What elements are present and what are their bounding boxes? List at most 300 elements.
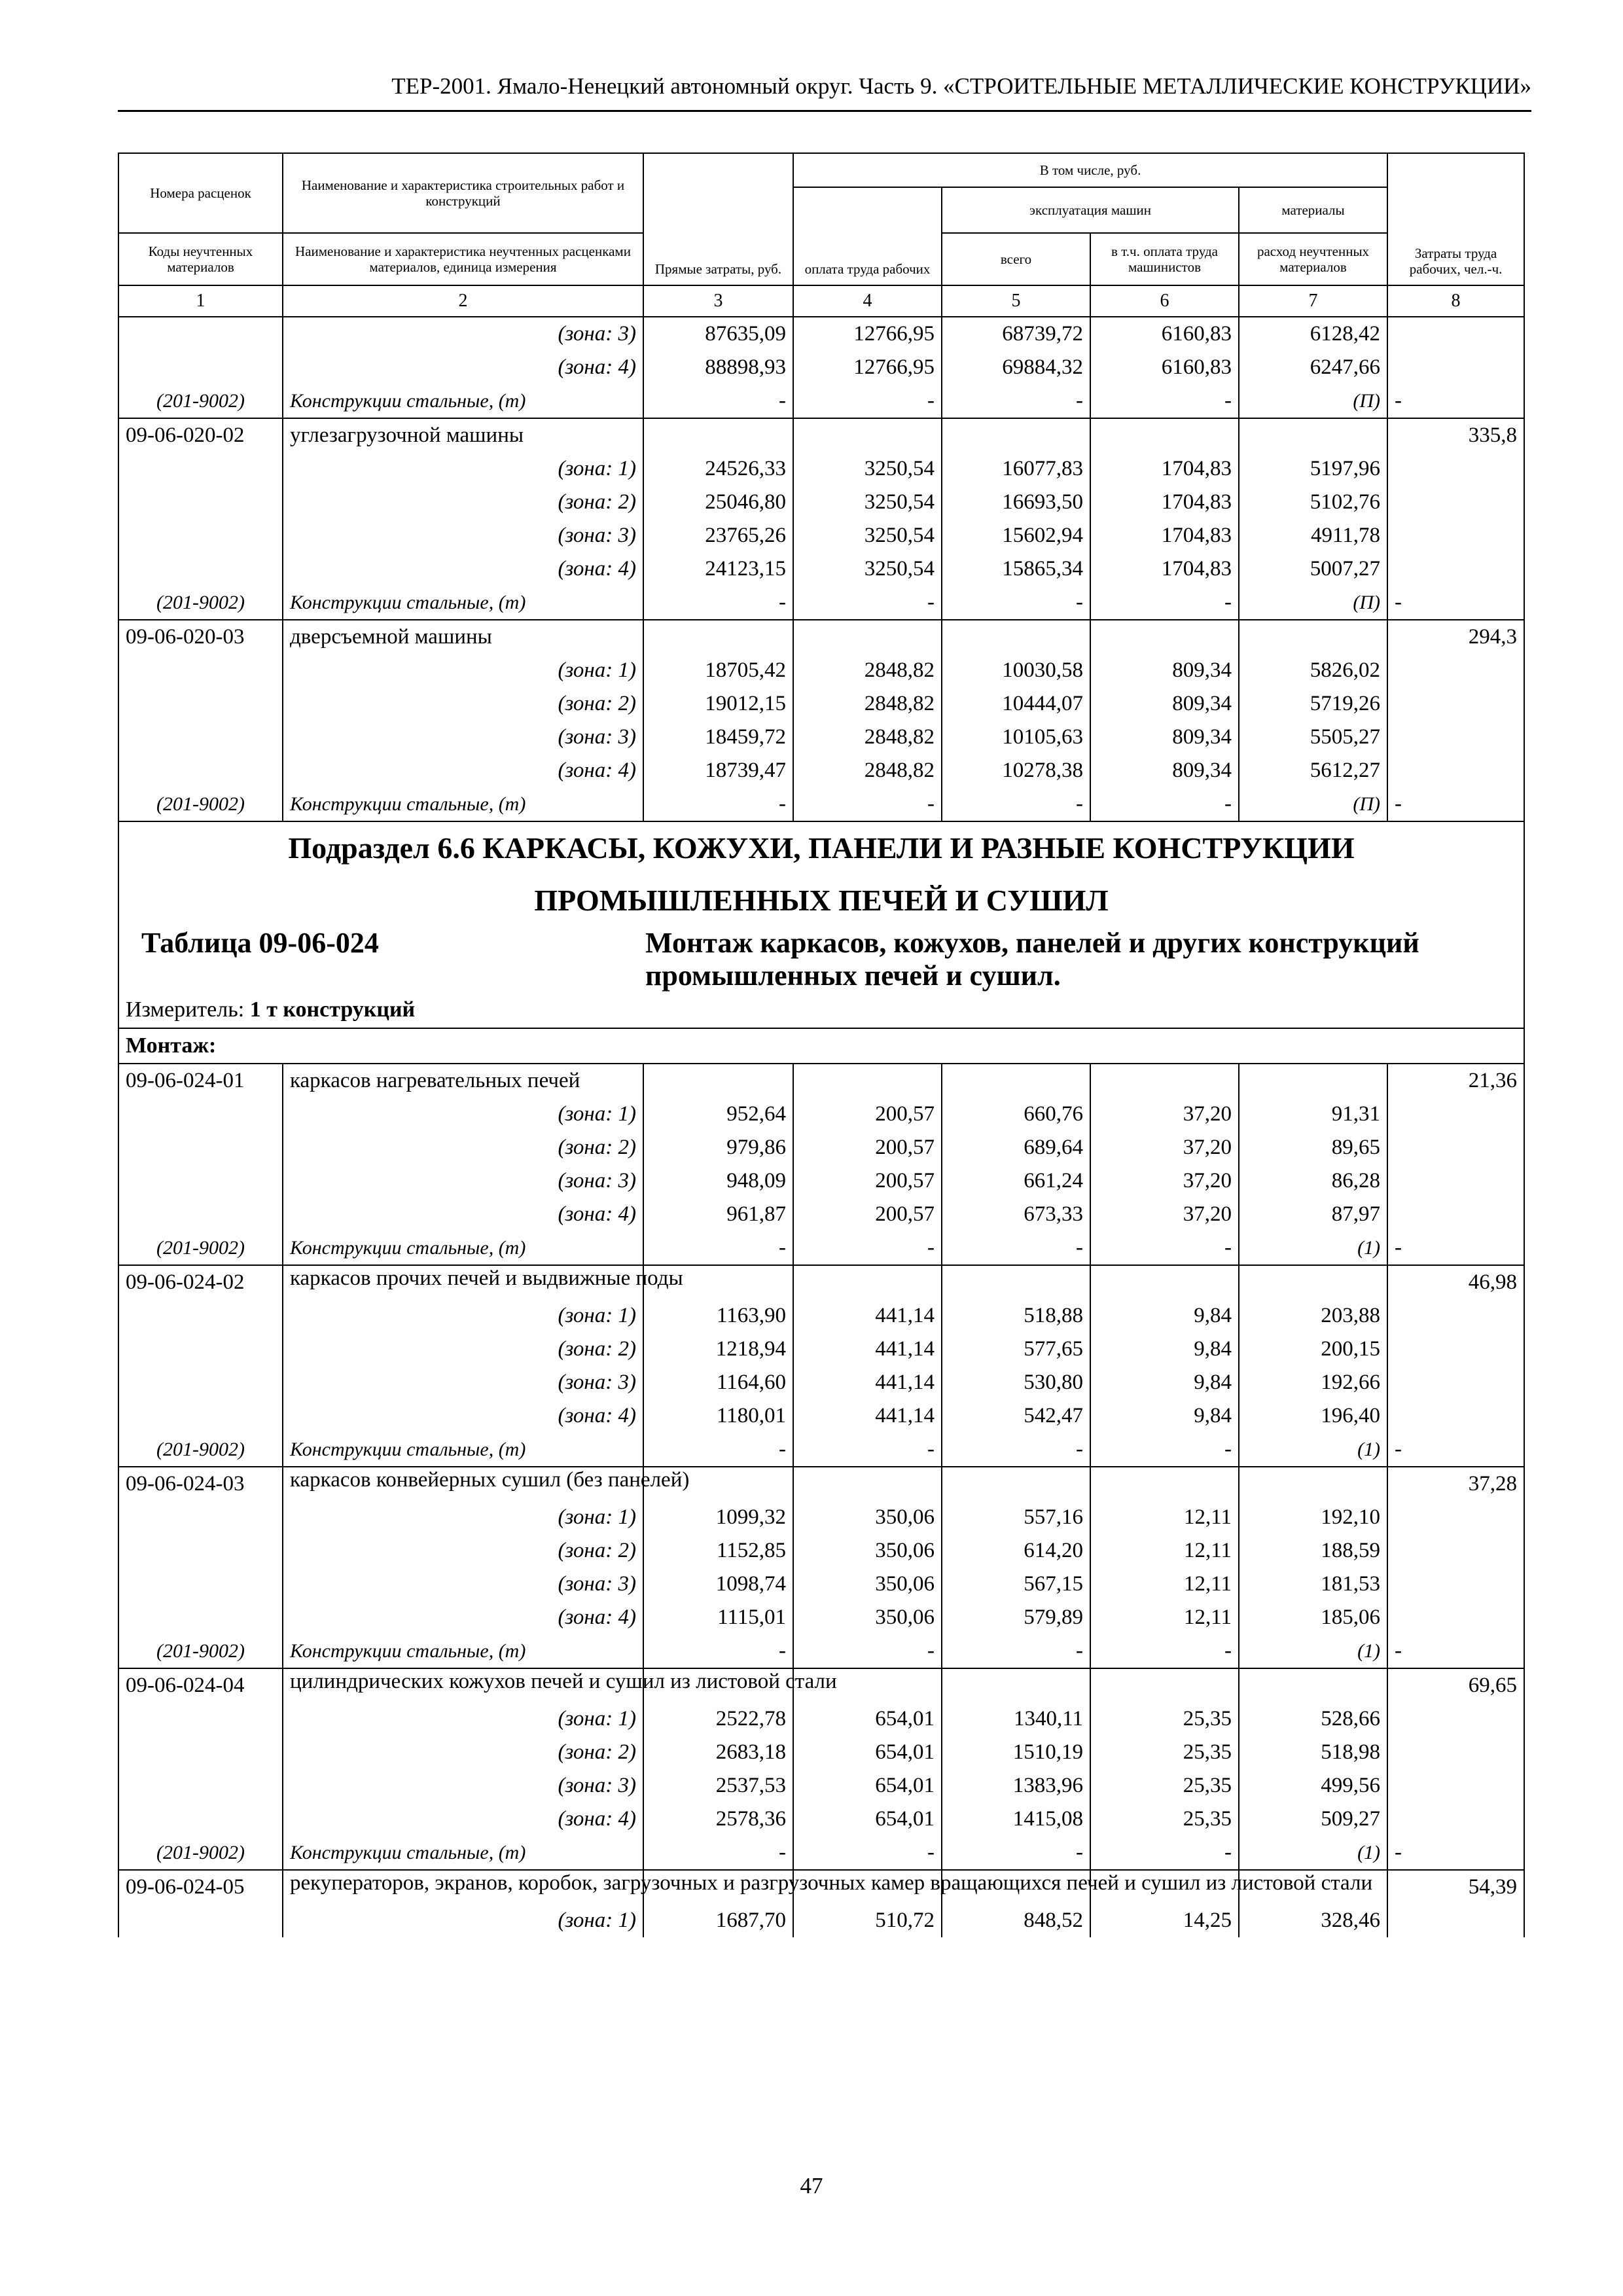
empty-cell: [1090, 1668, 1239, 1702]
labor-pay-value: 654,01: [793, 1736, 942, 1769]
machines-operators-value: 6160,83: [1090, 317, 1239, 351]
code-cell: [118, 754, 283, 787]
material-row: [118, 787, 1524, 821]
material-quantity: (П): [1239, 384, 1387, 418]
code-cell: [118, 1164, 283, 1198]
material-row: [118, 1836, 1524, 1870]
materials-cost-value: 328,46: [1239, 1904, 1387, 1937]
page-header: [118, 71, 1531, 112]
direct-costs-value: 961,87: [643, 1198, 793, 1231]
machines-total-value: 1510,19: [942, 1736, 1090, 1769]
machines-total-value: 579,89: [942, 1601, 1090, 1634]
machines-operators-value: 809,34: [1090, 654, 1239, 687]
material-code: (201-9002): [118, 586, 283, 620]
materials-cost-value: 200,15: [1239, 1333, 1387, 1366]
zone-label: (зона: 2): [283, 687, 643, 721]
machines-operators-value: 9,84: [1090, 1366, 1239, 1399]
code-cell: [118, 1366, 283, 1399]
table-title-name: Монтаж каркасов, кожухов, панелей и других конструкций промышленных печей и сушил.: [645, 927, 1419, 992]
material-dash: -: [793, 586, 942, 620]
direct-costs-value: 1180,01: [643, 1399, 793, 1433]
zone-row: [118, 754, 1524, 787]
direct-costs-value: 2537,53: [643, 1769, 793, 1803]
material-dash: -: [942, 384, 1090, 418]
labor-pay-value: 3250,54: [793, 519, 942, 552]
machines-operators-value: 37,20: [1090, 1164, 1239, 1198]
rate-row: [118, 1064, 1524, 1098]
labor-cell: [1387, 1702, 1524, 1736]
material-dash: -: [1090, 1836, 1239, 1870]
machines-total-value: 10444,07: [942, 687, 1090, 721]
header-direct-costs: Прямые затраты, руб.: [643, 153, 793, 285]
material-tail: -: [1387, 1231, 1524, 1265]
labor-cell: [1387, 1568, 1524, 1601]
direct-costs-value: 1164,60: [643, 1366, 793, 1399]
direct-costs-value: 2683,18: [643, 1736, 793, 1769]
labor-pay-value: 441,14: [793, 1299, 942, 1333]
rate-code: 09-06-020-03: [118, 620, 283, 654]
labor-pay-value: 350,06: [793, 1601, 942, 1634]
materials-cost-value: 192,66: [1239, 1366, 1387, 1399]
header-labor-pay: оплата труда рабочих: [793, 187, 942, 285]
empty-cell: [1239, 1668, 1387, 1702]
machines-operators-value: 809,34: [1090, 721, 1239, 754]
section-title-line2: ПРОМЫШЛЕННЫХ ПЕЧЕЙ И СУШИЛ: [118, 874, 1524, 927]
labor-pay-value: 510,72: [793, 1904, 942, 1937]
measure-unit: 1 т конструкций: [249, 997, 416, 1022]
material-tail: -: [1387, 1433, 1524, 1467]
direct-costs-value: 1098,74: [643, 1568, 793, 1601]
zone-label: (зона: 2): [283, 1534, 643, 1568]
machines-total-value: 15602,94: [942, 519, 1090, 552]
zone-label: (зона: 2): [283, 1131, 643, 1164]
machines-total-value: 1415,08: [942, 1803, 1090, 1836]
labor-pay-value: 200,57: [793, 1198, 942, 1231]
direct-costs-value: 18739,47: [643, 754, 793, 787]
header-machines-operators: в т.ч. оплата труда машинистов: [1090, 233, 1239, 285]
materials-cost-value: 4911,78: [1239, 519, 1387, 552]
zone-label: (зона: 4): [283, 351, 643, 384]
code-cell: [118, 317, 283, 351]
material-row: [118, 1231, 1524, 1265]
empty-cell: [1090, 418, 1239, 452]
material-dash: -: [643, 1433, 793, 1467]
code-cell: [118, 1601, 283, 1634]
zone-label: (зона: 4): [283, 1803, 643, 1836]
materials-cost-value: 5719,26: [1239, 687, 1387, 721]
empty-cell: [1239, 418, 1387, 452]
labor-pay-value: 2848,82: [793, 754, 942, 787]
material-code: (201-9002): [118, 1836, 283, 1870]
zone-row: [118, 1299, 1524, 1333]
material-dash: -: [1090, 1231, 1239, 1265]
header-num-6: 6: [1090, 285, 1239, 317]
direct-costs-value: 25046,80: [643, 486, 793, 519]
labor-pay-value: 441,14: [793, 1399, 942, 1433]
direct-costs-value: 1687,70: [643, 1904, 793, 1937]
materials-cost-value: 509,27: [1239, 1803, 1387, 1836]
zone-row: [118, 721, 1524, 754]
materials-cost-value: 5007,27: [1239, 552, 1387, 586]
materials-cost-value: 5826,02: [1239, 654, 1387, 687]
material-name: Конструкции стальные, (т): [283, 1836, 643, 1870]
zone-row: [118, 1366, 1524, 1399]
machines-operators-value: 1704,83: [1090, 486, 1239, 519]
zone-label: (зона: 4): [283, 754, 643, 787]
zone-row: [118, 1568, 1524, 1601]
empty-cell: [1090, 1265, 1239, 1299]
page-number: 47: [800, 2173, 823, 2198]
empty-cell: [1239, 620, 1387, 654]
material-name: Конструкции стальные, (т): [283, 787, 643, 821]
rate-row: [118, 418, 1524, 452]
machines-operators-value: 1704,83: [1090, 452, 1239, 486]
materials-cost-value: 181,53: [1239, 1568, 1387, 1601]
zone-label: (зона: 4): [283, 1601, 643, 1634]
machines-operators-value: 37,20: [1090, 1198, 1239, 1231]
table-header: [118, 153, 1524, 317]
materials-cost-value: 87,97: [1239, 1198, 1387, 1231]
empty-cell: [793, 1064, 942, 1098]
labor-pay-value: 350,06: [793, 1501, 942, 1534]
header-num-4: 4: [793, 285, 942, 317]
zone-label: (зона: 1): [283, 1904, 643, 1937]
material-row: [118, 1634, 1524, 1668]
table-title-label: Таблица 09-06-024: [141, 927, 379, 959]
labor-cell: [1387, 1399, 1524, 1433]
measure-prefix: Измеритель:: [126, 997, 250, 1022]
machines-operators-value: 809,34: [1090, 754, 1239, 787]
code-cell: [118, 552, 283, 586]
zone-label: (зона: 3): [283, 1568, 643, 1601]
machines-total-value: 614,20: [942, 1534, 1090, 1568]
zone-row: [118, 1803, 1524, 1836]
zone-row: [118, 317, 1524, 351]
materials-cost-value: 185,06: [1239, 1601, 1387, 1634]
material-code: (201-9002): [118, 1433, 283, 1467]
material-name: Конструкции стальные, (т): [283, 586, 643, 620]
direct-costs-value: 2522,78: [643, 1702, 793, 1736]
machines-operators-value: 25,35: [1090, 1803, 1239, 1836]
zone-row: [118, 1333, 1524, 1366]
labor-pay-value: 654,01: [793, 1803, 942, 1836]
rate-row: [118, 1870, 1524, 1904]
material-tail: -: [1387, 787, 1524, 821]
machines-total-value: 16693,50: [942, 486, 1090, 519]
labor-pay-value: 12766,95: [793, 317, 942, 351]
rate-code: 09-06-020-02: [118, 418, 283, 452]
code-cell: [118, 1501, 283, 1534]
material-dash: -: [793, 384, 942, 418]
labor-cell: [1387, 687, 1524, 721]
material-name: Конструкции стальные, (т): [283, 1231, 643, 1265]
direct-costs-value: 1099,32: [643, 1501, 793, 1534]
code-cell: [118, 1399, 283, 1433]
labor-cell: [1387, 1164, 1524, 1198]
material-quantity: (1): [1239, 1433, 1387, 1467]
labor-pay-value: 200,57: [793, 1131, 942, 1164]
code-cell: [118, 351, 283, 384]
machines-total-value: 661,24: [942, 1164, 1090, 1198]
labor-cell: [1387, 1299, 1524, 1333]
header-including: В том числе, руб.: [793, 153, 1387, 187]
empty-cell: [793, 418, 942, 452]
labor-pay-value: 3250,54: [793, 452, 942, 486]
material-tail: -: [1387, 1634, 1524, 1668]
direct-costs-value: 19012,15: [643, 687, 793, 721]
direct-costs-value: 1115,01: [643, 1601, 793, 1634]
materials-cost-value: 528,66: [1239, 1702, 1387, 1736]
empty-cell: [942, 1668, 1090, 1702]
direct-costs-value: 87635,09: [643, 317, 793, 351]
zone-label: (зона: 4): [283, 552, 643, 586]
material-dash: -: [793, 787, 942, 821]
direct-costs-value: 979,86: [643, 1131, 793, 1164]
zone-label: (зона: 1): [283, 1501, 643, 1534]
machines-operators-value: 9,84: [1090, 1333, 1239, 1366]
zone-row: [118, 1904, 1524, 1937]
labor-cell: [1387, 654, 1524, 687]
code-cell: [118, 1131, 283, 1164]
zone-label: (зона: 3): [283, 1366, 643, 1399]
machines-total-value: 69884,32: [942, 351, 1090, 384]
machines-total-value: 15865,34: [942, 552, 1090, 586]
rate-code: 09-06-024-03: [118, 1467, 283, 1501]
material-quantity: (1): [1239, 1634, 1387, 1668]
material-dash: -: [1090, 384, 1239, 418]
labor-cell: [1387, 1769, 1524, 1803]
empty-cell: [1090, 620, 1239, 654]
zone-row: [118, 1131, 1524, 1164]
zone-label: (зона: 1): [283, 1299, 643, 1333]
machines-operators-value: 9,84: [1090, 1399, 1239, 1433]
labor-cell: [1387, 1904, 1524, 1937]
rate-name: рекуператоров, экранов, коробок, загрузочных и разгрузочных камер вращающихся печей и сушил из листовой стали: [283, 1870, 643, 1904]
machines-total-value: 530,80: [942, 1366, 1090, 1399]
material-row: [118, 586, 1524, 620]
labor-cell: [1387, 317, 1524, 351]
rate-code: 09-06-024-02: [118, 1265, 283, 1299]
machines-total-value: 1383,96: [942, 1769, 1090, 1803]
material-code: (201-9002): [118, 384, 283, 418]
labor-cell: [1387, 1534, 1524, 1568]
rate-name: каркасов прочих печей и выдвижные поды: [283, 1265, 643, 1299]
empty-cell: [942, 1467, 1090, 1501]
zone-label: (зона: 3): [283, 317, 643, 351]
zone-row: [118, 552, 1524, 586]
header-col1-bottom: Коды неучтенных материалов: [118, 233, 283, 285]
material-tail: -: [1387, 586, 1524, 620]
zone-row: [118, 1736, 1524, 1769]
machines-total-value: 673,33: [942, 1198, 1090, 1231]
material-quantity: (П): [1239, 787, 1387, 821]
rate-name: цилиндрических кожухов печей и сушил из листовой стали: [283, 1668, 643, 1702]
labor-pay-value: 3250,54: [793, 486, 942, 519]
zone-row: [118, 1534, 1524, 1568]
zone-row: [118, 1399, 1524, 1433]
zone-row: [118, 1769, 1524, 1803]
machines-total-value: 567,15: [942, 1568, 1090, 1601]
material-name: Конструкции стальные, (т): [283, 384, 643, 418]
empty-cell: [793, 1265, 942, 1299]
code-cell: [118, 1198, 283, 1231]
code-cell: [118, 452, 283, 486]
machines-operators-value: 12,11: [1090, 1501, 1239, 1534]
empty-cell: [942, 1265, 1090, 1299]
labor-pay-value: 200,57: [793, 1164, 942, 1198]
direct-costs-value: 23765,26: [643, 519, 793, 552]
rate-row: [118, 620, 1524, 654]
labor-cell: [1387, 1601, 1524, 1634]
empty-cell: [1090, 1064, 1239, 1098]
header-materials: материалы: [1239, 187, 1387, 233]
material-dash: -: [793, 1836, 942, 1870]
material-dash: -: [793, 1433, 942, 1467]
zone-row: [118, 1601, 1524, 1634]
rate-name: каркасов конвейерных сушил (без панелей): [283, 1467, 643, 1501]
material-code: (201-9002): [118, 1231, 283, 1265]
labor-pay-value: 350,06: [793, 1568, 942, 1601]
material-name: Конструкции стальные, (т): [283, 1433, 643, 1467]
materials-cost-value: 5612,27: [1239, 754, 1387, 787]
header-title: ТЕР-2001. Ямало-Ненецкий автономный округ. Часть 9. «СТРОИТЕЛЬНЫЕ МЕТАЛЛИЧЕСКИЕ КОНСТРУКЦИИ»: [391, 73, 1531, 99]
header-machines-total: всего: [942, 233, 1090, 285]
code-cell: [118, 1299, 283, 1333]
code-cell: [118, 1098, 283, 1131]
material-code: (201-9002): [118, 1634, 283, 1668]
code-cell: [118, 1736, 283, 1769]
labor-pay-value: 12766,95: [793, 351, 942, 384]
measure-row: [118, 992, 1524, 1028]
zone-row: [118, 1164, 1524, 1198]
empty-cell: [643, 620, 793, 654]
rates-table: [118, 152, 1525, 1937]
machines-operators-value: 37,20: [1090, 1098, 1239, 1131]
zone-row: [118, 452, 1524, 486]
code-cell: [118, 1904, 283, 1937]
labor-value: 37,28: [1387, 1467, 1524, 1501]
machines-operators-value: 1704,83: [1090, 519, 1239, 552]
rate-row: [118, 1668, 1524, 1702]
labor-value: 294,3: [1387, 620, 1524, 654]
labor-pay-value: 3250,54: [793, 552, 942, 586]
zone-label: (зона: 1): [283, 1098, 643, 1131]
direct-costs-value: 18459,72: [643, 721, 793, 754]
header-num-7: 7: [1239, 285, 1387, 317]
rate-code: 09-06-024-05: [118, 1870, 283, 1904]
labor-cell: [1387, 452, 1524, 486]
material-name: Конструкции стальные, (т): [283, 1634, 643, 1668]
materials-cost-value: 196,40: [1239, 1399, 1387, 1433]
labor-cell: [1387, 1501, 1524, 1534]
machines-total-value: 689,64: [942, 1131, 1090, 1164]
machines-operators-value: 25,35: [1090, 1736, 1239, 1769]
material-dash: -: [793, 1231, 942, 1265]
rate-name: каркасов нагревательных печей: [283, 1064, 643, 1098]
materials-cost-value: 518,98: [1239, 1736, 1387, 1769]
header-col1-top: Номера расценок: [118, 153, 283, 233]
labor-pay-value: 200,57: [793, 1098, 942, 1131]
rate-name: дверсъемной машины: [283, 620, 643, 654]
zone-label: (зона: 4): [283, 1399, 643, 1433]
header-num-3: 3: [643, 285, 793, 317]
material-dash: -: [643, 1634, 793, 1668]
materials-cost-value: 192,10: [1239, 1501, 1387, 1534]
material-tail: -: [1387, 384, 1524, 418]
code-cell: [118, 519, 283, 552]
labor-cell: [1387, 1198, 1524, 1231]
material-dash: -: [1090, 1634, 1239, 1668]
machines-operators-value: 14,25: [1090, 1904, 1239, 1937]
direct-costs-value: 952,64: [643, 1098, 793, 1131]
empty-cell: [643, 418, 793, 452]
material-dash: -: [643, 384, 793, 418]
labor-pay-value: 654,01: [793, 1702, 942, 1736]
material-dash: -: [942, 586, 1090, 620]
materials-cost-value: 5102,76: [1239, 486, 1387, 519]
zone-row: [118, 519, 1524, 552]
code-cell: [118, 1702, 283, 1736]
section-heading: [118, 821, 1524, 1064]
empty-cell: [1239, 1064, 1387, 1098]
rate-code: 09-06-024-04: [118, 1668, 283, 1702]
zone-label: (зона: 3): [283, 1769, 643, 1803]
machines-operators-value: 1704,83: [1090, 552, 1239, 586]
section-title-line1: Подраздел 6.6 КАРКАСЫ, КОЖУХИ, ПАНЕЛИ И РАЗНЫЕ КОНСТРУКЦИИ: [118, 821, 1524, 874]
empty-cell: [793, 1467, 942, 1501]
code-cell: [118, 1769, 283, 1803]
header-num-1: 1: [118, 285, 283, 317]
empty-cell: [942, 418, 1090, 452]
header-num-2: 2: [283, 285, 643, 317]
header-col2-top: Наименование и характеристика строительных работ и конструкций: [283, 153, 643, 233]
materials-cost-value: 5197,96: [1239, 452, 1387, 486]
zone-label: (зона: 2): [283, 1333, 643, 1366]
material-dash: -: [643, 1836, 793, 1870]
material-dash: -: [1090, 586, 1239, 620]
machines-total-value: 542,47: [942, 1399, 1090, 1433]
material-tail: -: [1387, 1836, 1524, 1870]
code-cell: [118, 1568, 283, 1601]
labor-cell: [1387, 1333, 1524, 1366]
table-body-pre: [118, 317, 1524, 821]
material-dash: -: [942, 1433, 1090, 1467]
materials-cost-value: 203,88: [1239, 1299, 1387, 1333]
direct-costs-value: 18705,42: [643, 654, 793, 687]
direct-costs-value: 948,09: [643, 1164, 793, 1198]
table-body-b: [118, 1064, 1524, 1937]
header-machines: эксплуатация машин: [942, 187, 1239, 233]
empty-cell: [942, 620, 1090, 654]
zone-label: (зона: 1): [283, 452, 643, 486]
labor-value: 54,39: [1387, 1870, 1524, 1904]
machines-operators-value: 25,35: [1090, 1769, 1239, 1803]
labor-cell: [1387, 721, 1524, 754]
material-quantity: (1): [1239, 1836, 1387, 1870]
labor-cell: [1387, 552, 1524, 586]
materials-cost-value: 188,59: [1239, 1534, 1387, 1568]
machines-operators-value: 6160,83: [1090, 351, 1239, 384]
materials-cost-value: 499,56: [1239, 1769, 1387, 1803]
code-cell: [118, 1803, 283, 1836]
material-dash: -: [643, 1231, 793, 1265]
machines-total-value: 16077,83: [942, 452, 1090, 486]
labor-value: 335,8: [1387, 418, 1524, 452]
material-dash: -: [942, 787, 1090, 821]
labor-cell: [1387, 351, 1524, 384]
header-num-5: 5: [942, 285, 1090, 317]
rate-code: 09-06-024-01: [118, 1064, 283, 1098]
